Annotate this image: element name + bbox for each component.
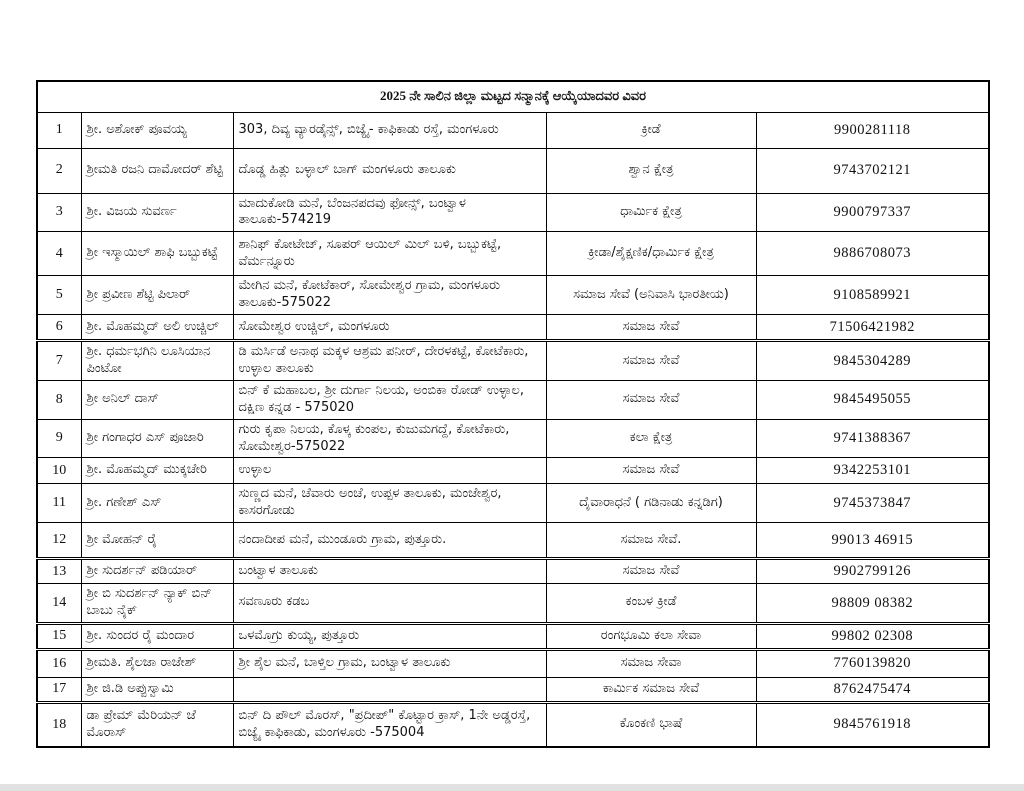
table-row (37, 232, 989, 276)
serial-number-cell: 13 (37, 559, 81, 584)
address-cell: ಸೋಮೇಶ್ವರ ಉಚ್ಚಿಲ್, ಮಂಗಳೂರು (233, 315, 546, 341)
phone-cell: 9745373847 (756, 484, 989, 523)
phone-cell: 9845304289 (756, 341, 989, 381)
name-cell: ಶ್ರೀ. ಅಶೋಕ್ ಪೂವಯ್ಯ (81, 112, 233, 148)
name-cell: ಶ್ರೀ. ಮೊಹಮ್ಮದ್ ಅಲಿ ಉಚ್ಚಿಲ್ (81, 315, 233, 341)
table-row (37, 484, 989, 523)
serial-number-cell: 4 (37, 232, 81, 276)
table-row (37, 419, 989, 458)
name-cell: ಶ್ರೀ. ವಿಜಯ ಸುವರ್ಣ (81, 193, 233, 232)
category-cell: ಸಮಾಜ ಸೇವೆ (546, 458, 756, 484)
serial-number-cell: 9 (37, 419, 81, 458)
serial-number-cell: 17 (37, 677, 81, 702)
category-cell: ಸಮಾಜ ಸೇವೆ (546, 380, 756, 419)
table-row (37, 112, 989, 148)
name-cell: ಶ್ರೀ ಪ್ರವೀಣ ಶೆಟ್ಟಿ ಪಿಲಾರ್ (81, 276, 233, 315)
table-row (37, 584, 989, 624)
category-cell: ಕಾರ್ಮಿಕ ಸಮಾಜ ಸೇವೆ (546, 677, 756, 702)
table-row (37, 559, 989, 584)
table-row (37, 341, 989, 381)
category-cell: ಕೊಂಕಣಿ ಭಾಷೆ (546, 702, 756, 747)
serial-number-cell: 14 (37, 584, 81, 624)
table-body (37, 112, 989, 747)
category-cell: ಧಾರ್ಮಿಕ ಕ್ಷೇತ್ರ (546, 193, 756, 232)
name-cell: ಶ್ರೀ. ಸುಂದರ ರೈ ಮಂದಾರ (81, 623, 233, 649)
serial-number-cell: 10 (37, 458, 81, 484)
address-cell: ಡಿ ಮರ್ಸಿಡೆ ಅನಾಥ ಮಕ್ಕಳ ಆಶ್ರಮ ಪನೀರ್, ದೇರಳಕಟ್ಟೆ, ಕೋಟೆಕಾರು, ಉಳ್ಳಾಲ ತಾಲೂಕು (233, 341, 546, 381)
category-cell: ದೈವಾರಾಧನೆ ( ಗಡಿನಾಡು ಕನ್ನಡಿಗ) (546, 484, 756, 523)
phone-cell: 9900281118 (756, 112, 989, 148)
category-cell: ಕಂಬಳ ಕ್ರೀಡೆ (546, 584, 756, 624)
address-cell: ಬಿನ್ ಕೆ ಮಹಾಬಲ, ಶ್ರೀ ದುರ್ಗಾ ನಿಲಯ, ಅಂಬಿಕಾ ರೋಡ್ ಉಳ್ಳಾಲ, ದಕ್ಷಿಣ ಕನ್ನಡ - 575020 (233, 380, 546, 419)
name-cell: ಶ್ರೀಮತಿ. ಶೈಲಜಾ ರಾಜೇಶ್ (81, 649, 233, 677)
address-cell: ಒಳಮೊಗ್ರು ಕುಯ್ಯ, ಪುತ್ತೂರು (233, 623, 546, 649)
category-cell: ಸಮಾಜ ಸೇವೆ (546, 315, 756, 341)
address-cell: ಗುರು ಕೃಪಾ ನಿಲಯ, ಕೊಳ್ಕ ಕುಂಪಲ, ಕುಜುಮಗದ್ದೆ, ಕೋಟೆಕಾರು, ಸೋಮೇಶ್ವರ-575022 (233, 419, 546, 458)
address-cell: ಸವಣೂರು ಕಡಬ (233, 584, 546, 624)
phone-cell: 99802 02308 (756, 623, 989, 649)
name-cell: ಶ್ರೀ ಸುದರ್ಶನ್ ಪಡಿಯಾರ್ (81, 559, 233, 584)
serial-number-cell: 6 (37, 315, 81, 341)
name-cell: ಶ್ರೀ ಅನಿಲ್ ದಾಸ್ (81, 380, 233, 419)
phone-cell: 9900797337 (756, 193, 989, 232)
serial-number-cell: 3 (37, 193, 81, 232)
serial-number-cell: 2 (37, 148, 81, 193)
address-cell: ಉಳ್ಳಾಲ (233, 458, 546, 484)
serial-number-cell: 18 (37, 702, 81, 747)
address-cell: ಸುಣ್ಣದ ಮನೆ, ಚೆವಾರು ಅಂಚೆ, ಉಪ್ಪಳ ತಾಲೂಕು, ಮಂಜೇಶ್ವರ, ಕಾಸರಗೋಡು (233, 484, 546, 523)
phone-cell: 9845761918 (756, 702, 989, 747)
table-row (37, 677, 989, 702)
phone-cell: 9743702121 (756, 148, 989, 193)
table-title: 2025 ನೇ ಸಾಲಿನ ಜಿಲ್ಲಾ ಮಟ್ಟದ ಸನ್ಮಾನಕ್ಕೆ ಆಯ್ಕೆಯಾದವರ ವಿವರ (37, 81, 989, 112)
address-cell: ಬಂಟ್ವಾಳ ತಾಲೂಕು (233, 559, 546, 584)
table-row (37, 380, 989, 419)
category-cell: ಕ್ರೀಡಾ/ಶೈಕ್ಷಣಿಕ/ಧಾರ್ಮಿಕ ಕ್ಷೇತ್ರ (546, 232, 756, 276)
category-cell: ಕಲಾ ಕ್ಷೇತ್ರ (546, 419, 756, 458)
name-cell: ಶ್ರೀ ಇಸ್ಮಾಯಿಲ್ ಶಾಫಿ ಬಬ್ಬುಕಟ್ಟೆ (81, 232, 233, 276)
phone-cell: 8762475474 (756, 677, 989, 702)
table-row (37, 276, 989, 315)
address-cell: ಬಿನ್ ದಿ ಪೌಲ್ ಮೊರಸ್, "ಪ್ರದೀಪ್" ಕೊಟ್ಟಾರ ಕ್ರಾಸ್, 1ನೇ ಅಡ್ಡರಸ್ತೆ, ಬಿಜ್ಯೈ ಕಾಫಿಕಾಡು, ಮಂಗಳೂರು -575004 (233, 702, 546, 747)
address-cell: ಮಾದುಕೋಡಿ ಮನೆ, ಬೆಂಜನಪದವು ಫೋನ್ಸ್, ಬಂಟ್ವಾಳ ತಾಲೂಕು-574219 (233, 193, 546, 232)
category-cell: ಶ್ವಾನ ಕ್ಷೇತ್ರ (546, 148, 756, 193)
name-cell: ಶ್ರೀ. ಗಣೇಶ್ ಎಸ್ (81, 484, 233, 523)
phone-cell: 9845495055 (756, 380, 989, 419)
category-cell: ಸಮಾಜ ಸೇವೆ (ಅನಿವಾಸಿ ಭಾರತೀಯ) (546, 276, 756, 315)
serial-number-cell: 15 (37, 623, 81, 649)
serial-number-cell: 5 (37, 276, 81, 315)
serial-number-cell: 7 (37, 341, 81, 381)
scan-bottom-edge (0, 784, 1024, 791)
table-row (37, 148, 989, 193)
category-cell: ಕ್ರೀಡೆ (546, 112, 756, 148)
table-row (37, 523, 989, 559)
name-cell: ಶ್ರೀ. ಮೊಹಮ್ಮದ್ ಮುಕ್ಕಚೇರಿ (81, 458, 233, 484)
table-row (37, 193, 989, 232)
table-row (37, 458, 989, 484)
name-cell: ಶ್ರೀ. ಧರ್ಮಭಗಿನಿ ಲೂಸಿಯಾನ ಪಿಂಟೋ (81, 341, 233, 381)
phone-cell: 71506421982 (756, 315, 989, 341)
address-cell: ಶ್ರೀ ಶೈಲ ಮನೆ, ಬಾಳ್ತಿಲ ಗ್ರಾಮ, ಬಂಟ್ವಾಳ ತಾಲೂಕು (233, 649, 546, 677)
category-cell: ರಂಗಭೂಮಿ ಕಲಾ ಸೇವಾ (546, 623, 756, 649)
phone-cell: 7760139820 (756, 649, 989, 677)
address-cell: 303, ದಿವ್ಯ ವ್ಯಾರಡೈನ್ಸ್, ಬಿಜ್ಯೈ- ಕಾಫಿಕಾಡು ರಸ್ತೆ, ಮಂಗಳೂರು (233, 112, 546, 148)
phone-cell: 98809 08382 (756, 584, 989, 624)
serial-number-cell: 8 (37, 380, 81, 419)
phone-cell: 9886708073 (756, 232, 989, 276)
phone-cell: 9108589921 (756, 276, 989, 315)
table-row (37, 702, 989, 747)
address-cell (233, 677, 546, 702)
serial-number-cell: 16 (37, 649, 81, 677)
name-cell: ಶ್ರೀ ಗಂಗಾಧರ ಎಸ್ ಪೂಜಾರಿ (81, 419, 233, 458)
name-cell: ಶ್ರೀಮತಿ ರಜನಿ ದಾಮೋದರ್ ಶೆಟ್ಟಿ (81, 148, 233, 193)
serial-number-cell: 12 (37, 523, 81, 559)
name-cell: ಶ್ರೀ ಜಿ.ಡಿ ಅಪ್ಪುಸ್ವಾಮಿ (81, 677, 233, 702)
table-title-row (37, 81, 989, 112)
address-cell: ದೊಡ್ಡ ಹಿತ್ಲು ಬಳ್ಳಾಲ್ ಬಾಗ್ ಮಂಗಳೂರು ತಾಲೂಕು (233, 148, 546, 193)
category-cell: ಸಮಾಜ ಸೇವೆ (546, 341, 756, 381)
table-row (37, 623, 989, 649)
serial-number-cell: 11 (37, 484, 81, 523)
name-cell: ಶ್ರೀ ಬಿ ಸುದರ್ಶನ್ ನ್ಯಾಕ್ ಬಿನ್ ಬಾಬು ನೈಕ್ (81, 584, 233, 624)
category-cell: ಸಮಾಜ ಸೇವಾ (546, 649, 756, 677)
address-cell: ಶಾನಿಫ್ ಕೋಟೇಜ್, ಸೂಪರ್ ಆಯಿಲ್ ಮಿಲ್ ಬಳಿ, ಬಬ್ಬುಕಟ್ಟೆ, ವೆರ್ಮನ್ನೂರು (233, 232, 546, 276)
name-cell: ಶ್ರೀ ಮೋಹನ್ ರೈ (81, 523, 233, 559)
phone-cell: 99013 46915 (756, 523, 989, 559)
address-cell: ಮೇಗಿನ ಮನೆ, ಕೋಟೆಕಾರ್, ಸೋಮೇಶ್ವರ ಗ್ರಾಮ, ಮಂಗಳೂರು ತಾಲೂಕು-575022 (233, 276, 546, 315)
phone-cell: 9342253101 (756, 458, 989, 484)
category-cell: ಸಮಾಜ ಸೇವೆ. (546, 523, 756, 559)
serial-number-cell: 1 (37, 112, 81, 148)
phone-cell: 9902799126 (756, 559, 989, 584)
table-row (37, 315, 989, 341)
address-cell: ನಂದಾದೀಪ ಮನೆ, ಮುಂಡೂರು ಗ್ರಾಮ, ಪುತ್ತೂರು. (233, 523, 546, 559)
phone-cell: 9741388367 (756, 419, 989, 458)
category-cell: ಸಮಾಜ ಸೇವೆ (546, 559, 756, 584)
felicitation-table (36, 80, 990, 748)
name-cell: ಡಾ ಪ್ರೇಮ್ ಮೆರಿಯನ್ ಜೆ ಮೊರಾಸ್ (81, 702, 233, 747)
table-row (37, 649, 989, 677)
